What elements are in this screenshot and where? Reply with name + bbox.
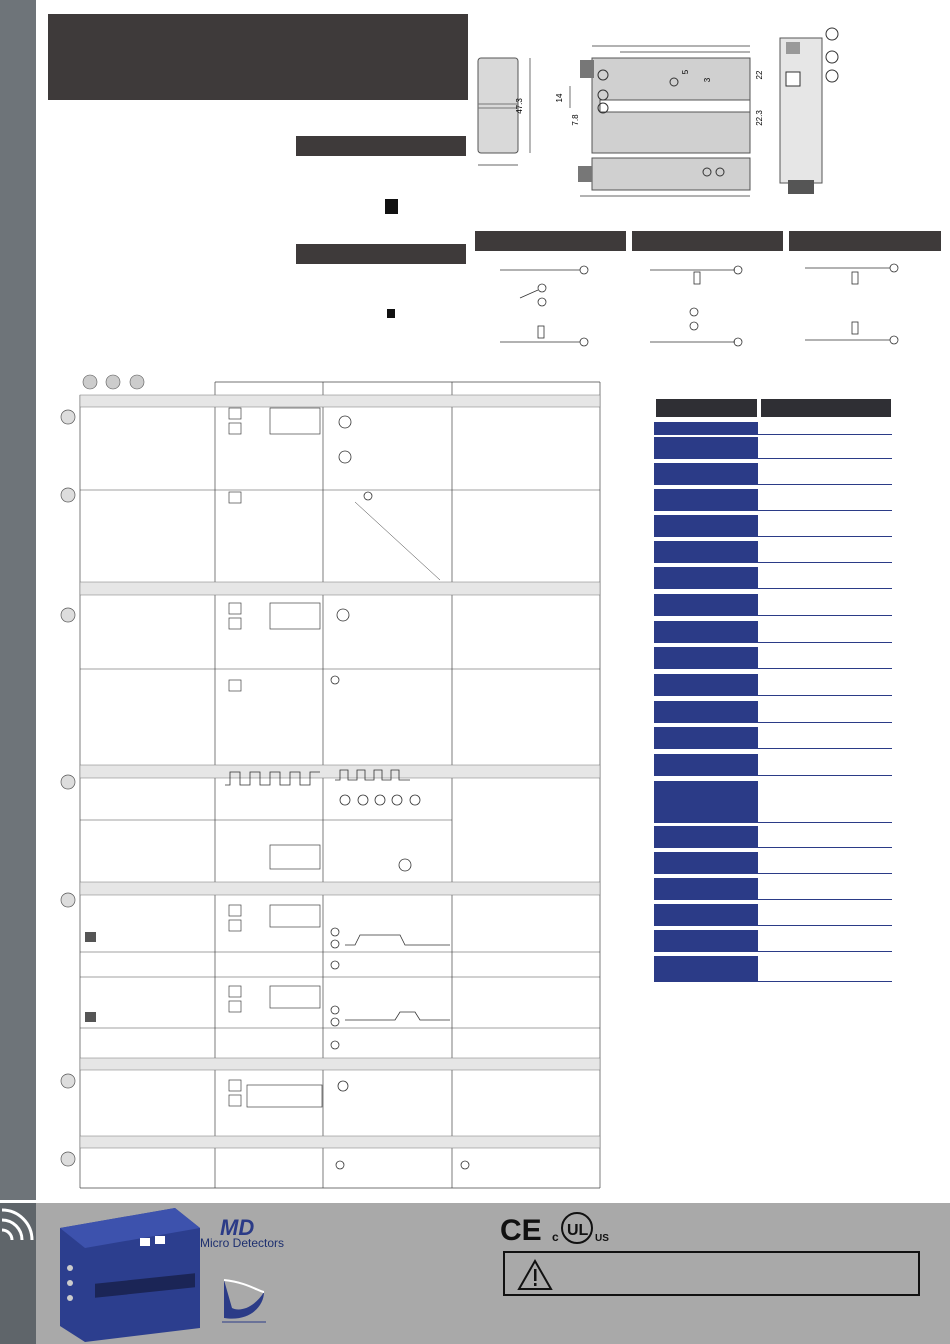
signal-waves-icon bbox=[0, 1200, 36, 1344]
dim-slot-depth: 14 bbox=[555, 93, 564, 103]
header-title-box bbox=[48, 14, 468, 100]
spec-row bbox=[654, 647, 892, 669]
timing-waves bbox=[225, 502, 450, 1020]
section-bar-pnp bbox=[296, 244, 466, 264]
step-circles bbox=[61, 410, 75, 1166]
front-view-drawing bbox=[555, 46, 764, 153]
wiring-diagram-2 bbox=[650, 266, 742, 346]
ce-mark: CE bbox=[500, 1214, 542, 1247]
side-stripe bbox=[0, 0, 36, 1200]
spec-row bbox=[654, 674, 892, 696]
warning-icon bbox=[515, 1255, 555, 1295]
marker-square bbox=[385, 199, 398, 214]
dim-height-total: 47.3 bbox=[515, 98, 524, 114]
spec-row bbox=[654, 826, 892, 848]
certification-marks bbox=[500, 1208, 630, 1248]
dim-upper-offset: 5 bbox=[681, 69, 690, 75]
technical-drawings bbox=[470, 20, 950, 350]
ul-mark: UL bbox=[567, 1222, 589, 1239]
spec-row bbox=[654, 422, 892, 435]
button-icons bbox=[229, 408, 241, 1106]
led-icons bbox=[331, 416, 469, 1169]
warning-box bbox=[503, 1251, 920, 1296]
spec-row bbox=[654, 727, 892, 749]
product-photo bbox=[55, 1208, 205, 1342]
spec-row bbox=[654, 463, 892, 485]
hourglass-frames bbox=[247, 408, 322, 1107]
spec-row bbox=[654, 852, 892, 874]
spec-row bbox=[654, 956, 892, 982]
wiring-diagram-3 bbox=[805, 264, 898, 344]
wiring-diagram-1 bbox=[500, 266, 588, 346]
spec-row bbox=[654, 541, 892, 563]
brand-name: Micro Detectors bbox=[200, 1236, 285, 1250]
ul-suffix: US bbox=[595, 1233, 609, 1244]
spec-row bbox=[654, 437, 892, 459]
spec-row bbox=[654, 781, 892, 823]
operation-table bbox=[55, 360, 605, 1190]
dim-slot-gap: 7.8 bbox=[571, 114, 580, 126]
spec-row bbox=[654, 515, 892, 537]
dim-lower-arm: 22.3 bbox=[755, 110, 764, 126]
secondary-logo-icon bbox=[220, 1278, 270, 1324]
svg-text:MD: MD bbox=[220, 1215, 255, 1239]
side-stripe-bottom bbox=[0, 1200, 36, 1344]
section-bar-npn bbox=[296, 136, 466, 156]
spec-row bbox=[654, 621, 892, 643]
side-view-drawing bbox=[478, 58, 530, 165]
spec-row bbox=[654, 567, 892, 589]
end-view-drawing bbox=[780, 28, 838, 194]
spec-row bbox=[654, 904, 892, 926]
top-view-drawing bbox=[578, 158, 750, 196]
ul-prefix: c bbox=[552, 1230, 559, 1244]
spec-row bbox=[654, 701, 892, 723]
spec-row bbox=[654, 489, 892, 511]
spec-row bbox=[654, 878, 892, 900]
spec-row bbox=[654, 754, 892, 776]
dim-optical-axis: 3 bbox=[703, 77, 712, 83]
spec-row bbox=[654, 930, 892, 952]
spec-row bbox=[654, 594, 892, 616]
spec-table-header bbox=[656, 399, 891, 417]
dim-upper-arm: 22 bbox=[755, 70, 764, 80]
mode-circles bbox=[83, 375, 144, 389]
marker-square-small bbox=[387, 309, 395, 318]
